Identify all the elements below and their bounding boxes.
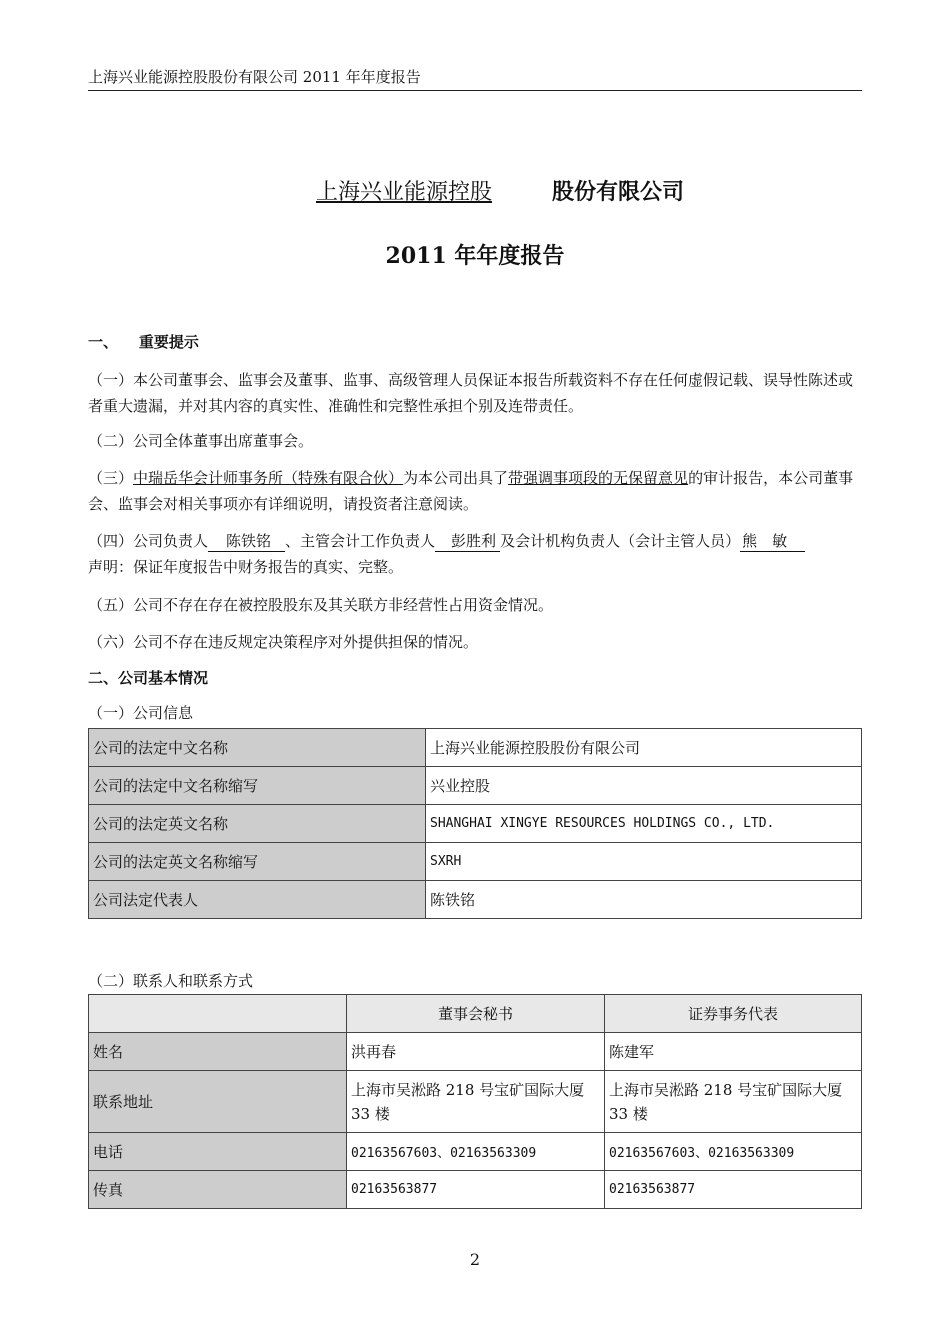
table-row: [89, 995, 862, 1033]
contact-label: 电话: [89, 1133, 347, 1171]
accounting-head-name: 彭胜利: [435, 531, 500, 552]
table-row: [89, 1071, 862, 1133]
report-title: 2011 年年度报告: [385, 243, 565, 269]
p4-suffix: 声明：保证年度报告中财务报告的真实、完整。: [88, 558, 404, 576]
section2-heading: 二、公司基本情况: [88, 669, 209, 687]
notice-paragraph-5: （五）公司不存在存在被控股股东及其关联方非经营性占用资金情况。: [88, 596, 554, 614]
contact-header-empty: [89, 995, 347, 1033]
info-label: 公司的法定中文名称缩写: [89, 767, 426, 805]
company-name-part1: 上海兴业能源控股: [315, 180, 492, 205]
info-label: 公司法定代表人: [89, 881, 426, 919]
info-value: 陈铁铭: [426, 881, 862, 919]
page-number: 2: [469, 1250, 481, 1269]
audit-opinion: 带强调事项段的无保留意见: [508, 469, 689, 487]
table-row: [89, 805, 862, 843]
company-title: [0, 176, 950, 209]
contact-header-rep: 证券事务代表: [605, 995, 862, 1033]
contact-secretary-value: 02163563877: [347, 1171, 605, 1209]
table-row: [89, 729, 862, 767]
contact-secretary-value: 上海市吴淞路 218 号宝矿国际大厦 33 楼: [347, 1071, 605, 1133]
contact-header-secretary: 董事会秘书: [347, 995, 605, 1033]
info-value: 兴业控股: [426, 767, 862, 805]
company-name-part2: 股份有限公司: [552, 179, 685, 205]
table-row: [89, 1133, 862, 1171]
contact-secretary-value: 02163567603、02163563309: [347, 1133, 605, 1171]
contact-rep-value: 上海市吴淞路 218 号宝矿国际大厦 33 楼: [605, 1071, 862, 1133]
table-row: [89, 843, 862, 881]
contact-table: [88, 994, 862, 1209]
p4-mid1: 、主管会计工作负责人: [285, 532, 436, 550]
contact-label: 传真: [89, 1171, 347, 1209]
info-value: SXRH: [426, 843, 862, 881]
section1-heading: 一、 重要提示: [88, 333, 199, 351]
p3-mid: 为本公司出具了: [403, 469, 509, 487]
info-label: 公司的法定中文名称: [89, 729, 426, 767]
accounting-org-head-name: 熊 敏: [740, 531, 805, 552]
notice-paragraph-3: [88, 465, 864, 517]
contact-rep-value: 02163563877: [605, 1171, 862, 1209]
page-header: 上海兴业能源控股股份有限公司 2011 年年度报告: [88, 66, 862, 91]
company-head-name: 陈铁铭: [208, 531, 285, 552]
p4-prefix: （四）公司负责人: [88, 532, 209, 550]
notice-paragraph-1: （一）本公司董事会、监事会及董事、监事、高级管理人员保证本报告所载资料不存在任何虚假记载、误导性陈述或者重大遗漏，并对其内容的真实性、准确性和完整性承担个别及连带责任。: [88, 371, 854, 415]
info-value: 上海兴业能源控股股份有限公司: [426, 729, 862, 767]
company-info-table: [88, 728, 862, 919]
audit-firm: 中瑞岳华会计师事务所（特殊有限合伙）: [133, 469, 404, 487]
info-value: SHANGHAI XINGYE RESOURCES HOLDINGS CO., LTD.: [426, 805, 862, 843]
contact-label: 姓名: [89, 1033, 347, 1071]
p3-suffix: 的审计报告，本公司董事会、监事会对相关事项亦有详细说明，请投资者注意阅读。: [88, 469, 854, 513]
notice-paragraph-6: （六）公司不存在违反规定决策程序对外提供担保的情况。: [88, 633, 479, 651]
table-row: [89, 767, 862, 805]
contact-rep-value: 陈建军: [605, 1033, 862, 1071]
contact-rep-value: 02163567603、02163563309: [605, 1133, 862, 1171]
contact-subheading: （二）联系人和联系方式: [88, 972, 254, 990]
info-label: 公司的法定英文名称缩写: [89, 843, 426, 881]
table-row: [89, 1033, 862, 1071]
company-info-subheading: （一）公司信息: [88, 704, 194, 722]
table-row: [89, 1171, 862, 1209]
notice-paragraph-2: （二）公司全体董事出席董事会。: [88, 432, 314, 450]
notice-paragraph-4: [88, 528, 864, 580]
table-row: [89, 881, 862, 919]
info-label: 公司的法定英文名称: [89, 805, 426, 843]
p3-prefix: （三）: [88, 469, 134, 487]
contact-secretary-value: 洪再春: [347, 1033, 605, 1071]
contact-label: 联系地址: [89, 1071, 347, 1133]
p4-mid2: 及会计机构负责人（会计主管人员）: [500, 532, 741, 550]
